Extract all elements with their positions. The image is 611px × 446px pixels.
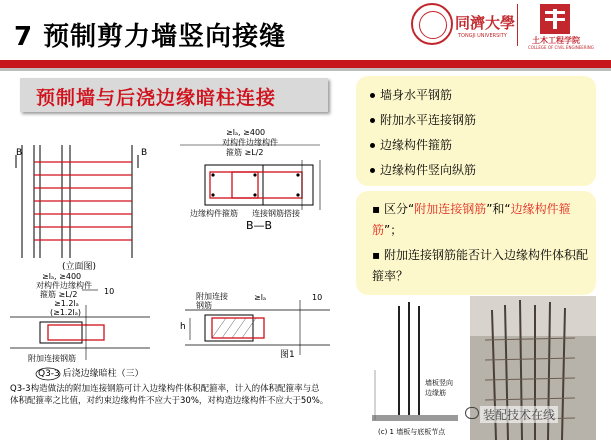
- dim-label-5: 对构件边缘构件: [36, 281, 92, 290]
- dim-label-2: 对构件边缘构件: [222, 138, 278, 147]
- question-box: [356, 191, 596, 295]
- right-label-1: 附加连接: [196, 292, 228, 301]
- bullet-square-icon: ▪: [372, 202, 381, 216]
- bullet-dot-icon: [370, 118, 375, 123]
- bullet-square-icon: ▪: [372, 248, 381, 262]
- figure-1-label: 图1: [280, 350, 295, 360]
- photo-caption: (c) 1 墙板与底板节点: [378, 428, 446, 436]
- dim-label-10b: 10: [312, 293, 323, 302]
- tongji-name: 同濟大學: [455, 14, 516, 32]
- description-line-2: 体积配箍率之比值，对约束边缘构件不应大于30%，对构造边缘构件不应大于50%。: [10, 396, 329, 406]
- photo-label-2: 边缘筋: [425, 389, 446, 397]
- description-line-1: Q3-3构造做法的附加连接钢筋可计入边缘构件体积配箍率，计入的体积配箍率与总: [10, 384, 320, 394]
- photo-label-1: 墙板竖向: [425, 379, 453, 387]
- bullet-item: 边缘构件箍筋: [370, 136, 452, 153]
- dim-label-7: ≥1.2lₐ: [54, 299, 79, 308]
- legend-stirrup: 边缘构件箍筋: [190, 209, 238, 218]
- dim-label-10a: 10: [104, 287, 115, 296]
- elevation-caption: (立面图): [62, 262, 97, 272]
- legend-lap: 连接钢筋搭接: [252, 209, 300, 218]
- bullet-dot-icon: [370, 93, 375, 98]
- question-2: ▪ 附加连接钢筋能否计入边缘构件体积配箍率？: [372, 248, 588, 283]
- note-additional-bar: 附加连接钢筋: [28, 354, 76, 363]
- watermark-text: 装配技术在线: [480, 406, 558, 423]
- bullet-dot-icon: [370, 143, 375, 148]
- dim-label-8: (≥1.2lₐ): [50, 308, 82, 317]
- bullet-dot-icon: [370, 168, 375, 173]
- section-mark-left: B: [16, 148, 23, 158]
- civil-name: 土木工程学院: [532, 36, 580, 45]
- dim-label-4: ≥lₐ, ≥400: [42, 272, 82, 281]
- dim-label-3: 箍筋 ≥L/2: [226, 148, 264, 157]
- section-bb-label: B—B: [246, 219, 273, 232]
- bullet-box: [356, 76, 596, 186]
- wechat-icon: [465, 407, 479, 419]
- height-label: h: [180, 322, 186, 332]
- figure-label-q33: Q3-3 后浇边缘暗柱（三）: [38, 369, 144, 379]
- page-title: 7 预制剪力墙竖向接缝: [14, 22, 287, 52]
- right-dim: ≥lₐ: [254, 293, 267, 302]
- section-mark-right: B: [141, 148, 148, 158]
- right-label-2: 钢筋: [196, 301, 212, 310]
- dim-label-6: 箍筋 ≥L/2: [40, 290, 78, 299]
- dim-label-1: ≥lₐ, ≥400: [226, 128, 266, 137]
- bullet-item: 墙身水平钢筋: [370, 86, 452, 103]
- subtitle-text: 预制墙与后浇边缘暗柱连接: [36, 87, 277, 109]
- question-1: ▪ 区分“附加连接钢筋”和“边缘构件箍筋”；: [372, 202, 571, 237]
- civil-en: COLLEGE OF CIVIL ENGINEERING: [528, 45, 594, 50]
- tongji-en: TONGJI UNIVERSITY: [458, 33, 507, 39]
- bullet-item: 附加水平连接钢筋: [370, 111, 476, 128]
- bullet-item: 边缘构件竖向纵筋: [370, 161, 476, 178]
